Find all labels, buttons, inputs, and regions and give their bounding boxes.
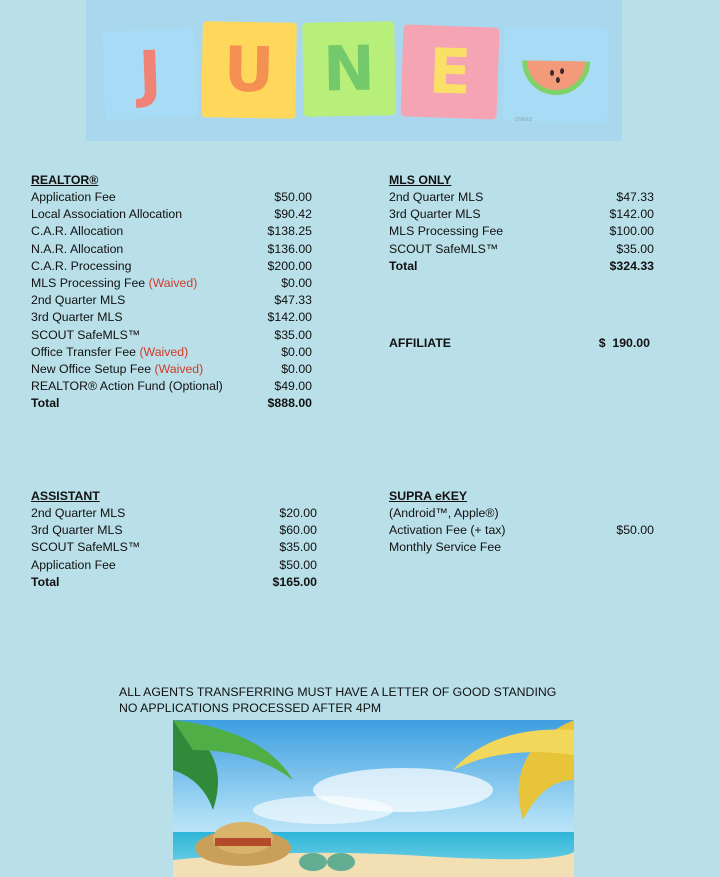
fee-row [31,189,312,206]
fee-amount: $0.00 [281,344,312,359]
notice-line-1: ALL AGENTS TRANSFERRING MUST HAVE A LETTER OF GOOD STANDING [119,685,557,699]
fee-row [31,344,312,361]
total-amount: $888.00 [267,396,312,411]
fee-label: REALTOR® Action Fund (Optional) [31,379,223,394]
fee-row [31,223,312,240]
fee-amount: $136.00 [267,241,312,256]
supra-heading: SUPRA eKEY [389,489,468,503]
fee-amount: $90.42 [274,207,312,222]
fee-label: SCOUT SafeMLS™ [389,241,499,256]
realtor-total-row [31,395,312,412]
artist-signature: chibird [514,117,532,123]
total-label: Total [31,574,60,589]
fee-row [31,557,317,574]
fee-row [31,258,312,275]
fee-row [389,241,654,258]
assistant-total-row [31,574,317,591]
fee-amount: $142.00 [267,310,312,325]
fee-amount: $49.00 [274,379,312,394]
fee-amount: $200.00 [267,258,312,273]
fee-row [31,275,312,292]
fee-amount: $50.00 [279,557,317,572]
fee-label: 3rd Quarter MLS [389,207,481,222]
fee-amount: $35.00 [616,241,654,256]
notice [119,684,556,716]
fee-label: Application Fee [31,557,116,572]
fee-label: Local Association Allocation [31,207,183,222]
fee-label: Office Transfer Fee (Waived) [31,344,189,359]
beach-illustration [173,720,574,877]
fee-row [31,522,317,539]
total-label: Total [31,396,60,411]
waived-note: (Waived) [148,275,198,290]
letter-tile-e [400,24,499,119]
supra-section [389,487,654,557]
fee-amount: $60.00 [279,523,317,538]
assistant-fee-list [31,505,317,574]
mls-only-total-row [389,258,654,275]
fee-label: 3rd Quarter MLS [31,523,123,538]
fee-label: Application Fee [31,190,116,204]
watermelon-tile [503,27,609,123]
fee-row [31,327,312,344]
letter-j: J [137,36,163,111]
fee-row [31,309,312,326]
beach-photo [173,720,574,877]
fee-row [389,223,654,240]
fee-row [31,539,317,556]
fee-amount: $142.00 [609,207,654,222]
total-amount: $165.00 [272,574,317,589]
fee-row [389,522,654,539]
waived-note: (Waived) [154,361,204,376]
fee-label: SCOUT SafeMLS™ [31,540,141,555]
realtor-heading: REALTOR® [31,173,99,187]
affiliate-row [389,334,650,352]
fee-label: N.A.R. Allocation [31,241,124,256]
letter-n: N [322,31,376,106]
fee-row [31,505,317,522]
fee-label: New Office Setup Fee (Waived) [31,361,204,376]
fee-row [31,378,312,395]
affiliate-amount: $ 190.00 [598,336,650,350]
fee-amount: $35.00 [274,327,312,342]
fee-label: 2nd Quarter MLS [31,293,126,308]
waived-note: (Waived) [139,344,189,359]
assistant-section [31,487,317,591]
letter-tile-j [102,28,197,119]
total-amount: $324.33 [609,258,654,273]
fee-row [389,189,654,206]
fee-amount: $50.00 [274,190,312,204]
fee-row [389,206,654,223]
fee-label: 2nd Quarter MLS [389,190,484,204]
fee-amount: $138.25 [267,224,312,239]
mls-only-fee-list [389,189,654,258]
fee-label: MLS Processing Fee [389,224,504,239]
fee-row [389,539,654,556]
letter-u: U [223,32,275,107]
total-label: Total [389,258,418,273]
notice-line-2: NO APPLICATIONS PROCESSED AFTER 4PM [119,701,382,715]
fee-label: MLS Processing Fee (Waived) [31,275,198,290]
fee-amount: $35.00 [279,540,317,555]
realtor-fee-list [31,189,312,395]
fee-row [389,505,654,522]
affiliate-section [389,334,650,352]
fee-label: Monthly Service Fee [389,540,502,555]
realtor-section [31,171,312,412]
supra-fee-list [389,505,654,557]
fee-amount: $47.33 [274,293,312,308]
fee-label: C.A.R. Processing [31,258,132,273]
fee-row [31,361,312,378]
fee-label: 2nd Quarter MLS [31,506,126,520]
fee-amount: $50.00 [616,523,654,538]
affiliate-heading: AFFILIATE [389,336,451,350]
letter-tile-u [201,21,297,119]
june-banner [86,0,622,141]
fee-row [31,206,312,223]
fee-row [31,241,312,258]
fee-amount: $47.33 [616,190,654,204]
fee-label: 3rd Quarter MLS [31,310,123,325]
assistant-heading: ASSISTANT [31,489,100,503]
fee-amount: $0.00 [281,275,312,290]
fee-label: Activation Fee (+ tax) [389,523,506,538]
fee-row [31,292,312,309]
fee-label: SCOUT SafeMLS™ [31,327,141,342]
watermelon-icon [518,46,595,103]
fee-amount: $20.00 [279,506,317,520]
mls-only-heading: MLS ONLY [389,173,452,187]
fee-amount: $0.00 [281,361,312,376]
fee-amount: $100.00 [609,224,654,239]
fee-label: (Android™, Apple®) [389,506,499,520]
letter-e: E [427,34,473,109]
fee-label: C.A.R. Allocation [31,224,124,239]
mls-only-section [389,171,654,275]
letter-tile-n [302,21,396,117]
